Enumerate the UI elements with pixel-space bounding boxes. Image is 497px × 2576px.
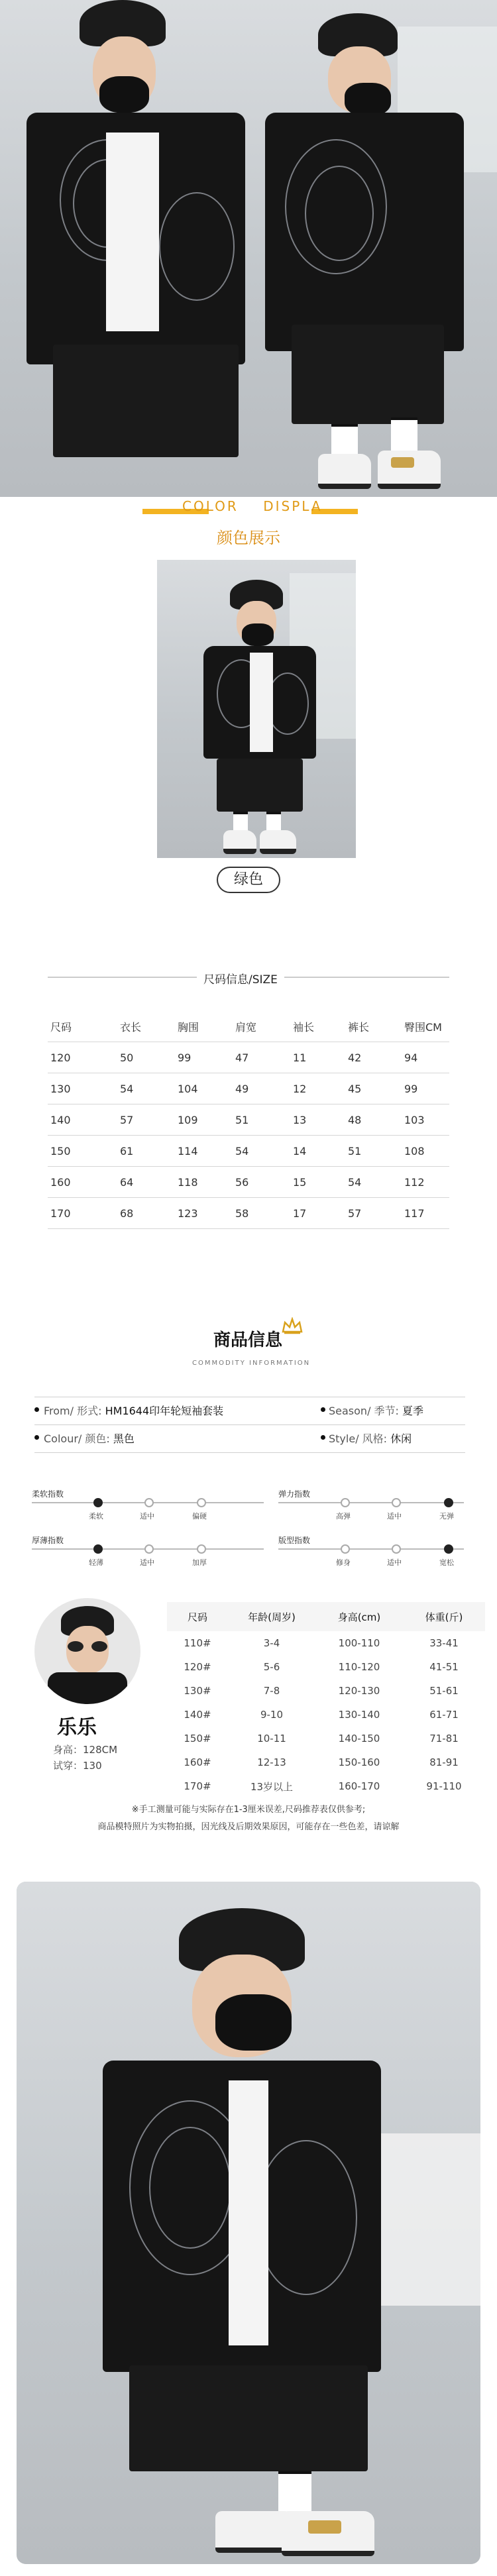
size-table — [48, 1011, 449, 1229]
table-row — [48, 1042, 449, 1073]
ref-header-cell: 体重(斤) — [403, 1602, 485, 1631]
size-cell: 12 — [293, 1082, 307, 1095]
size-cell: 14 — [293, 1144, 307, 1157]
ref-cell: 160-170 — [338, 1780, 380, 1792]
size-reference-header — [167, 1602, 485, 1631]
size-cell: 140 — [50, 1113, 71, 1126]
scale-fit-line — [278, 1548, 464, 1550]
scale-elasticity-label: 无弹 — [439, 1512, 454, 1521]
size-cell: 114 — [178, 1144, 198, 1157]
scale-thickness-label: 轻薄 — [89, 1558, 103, 1567]
ref-cell: 110-120 — [338, 1661, 380, 1673]
info-colour — [44, 1430, 135, 1446]
size-cell: 15 — [293, 1175, 307, 1189]
table-row — [167, 1727, 485, 1750]
ref-cell: 9-10 — [260, 1709, 284, 1721]
bullet-icon — [321, 1407, 325, 1412]
size-cell: 103 — [404, 1113, 425, 1126]
size-header-cell: 衣长 — [120, 1020, 142, 1034]
scale-softness-option — [93, 1498, 103, 1507]
ref-cell: 33-41 — [429, 1637, 459, 1649]
info-colour-value: 黑色 — [113, 1432, 135, 1445]
info-from-key: From/ 形式: — [44, 1405, 102, 1417]
bullet-icon — [321, 1435, 325, 1440]
scale-elasticity-label: 高弹 — [336, 1512, 351, 1521]
ref-cell: 51-61 — [429, 1685, 459, 1697]
size-cell: 45 — [348, 1082, 362, 1095]
info-style-value: 休闲 — [390, 1432, 412, 1445]
ref-cell: 110# — [184, 1637, 211, 1649]
size-cell: 123 — [178, 1207, 198, 1220]
size-header-cell: 胸围 — [178, 1020, 199, 1034]
size-header-cell: 臀围CM — [404, 1020, 442, 1034]
color-disclaimer: 商品模特照片为实物拍摄，因光线及后期效果原因，可能存在一些色差，请谅解 — [97, 1822, 400, 1832]
scale-thickness-option — [197, 1544, 206, 1554]
size-cell: 150 — [50, 1144, 71, 1157]
size-cell: 130 — [50, 1082, 71, 1095]
ref-cell: 130-140 — [338, 1709, 380, 1721]
size-cell: 61 — [120, 1144, 134, 1157]
size-header-cell: 尺码 — [50, 1020, 72, 1034]
scale-softness-label: 偏硬 — [192, 1512, 207, 1521]
size-cell: 50 — [120, 1051, 134, 1064]
scale-softness-label: 柔软 — [89, 1512, 103, 1521]
table-row — [167, 1750, 485, 1774]
size-cell: 94 — [404, 1051, 418, 1064]
size-cell: 160 — [50, 1175, 71, 1189]
scale-elasticity-line — [278, 1502, 464, 1503]
info-from — [44, 1403, 223, 1418]
size-cell: 57 — [348, 1207, 362, 1220]
scale-thickness-label: 加厚 — [192, 1558, 207, 1567]
ref-cell: 140# — [184, 1709, 211, 1721]
scale-elasticity-option — [341, 1498, 350, 1507]
info-colour-key: Colour/ 颜色: — [44, 1432, 110, 1445]
bullet-icon — [34, 1435, 39, 1440]
model-figure-right — [245, 0, 497, 497]
size-cell: 48 — [348, 1113, 362, 1126]
size-reference-table — [167, 1602, 485, 1798]
info-style — [329, 1430, 412, 1446]
ref-cell: 13岁以上 — [250, 1780, 294, 1793]
table-row — [48, 1136, 449, 1167]
bullet-icon — [34, 1407, 39, 1412]
size-cell: 51 — [348, 1144, 362, 1157]
size-cell: 56 — [235, 1175, 249, 1189]
scale-fit-label: 修身 — [336, 1558, 351, 1567]
ref-cell: 130# — [184, 1685, 211, 1697]
ref-cell: 41-51 — [429, 1661, 459, 1673]
product-info-title: 商品信息 — [213, 1330, 283, 1350]
ref-cell: 120# — [184, 1661, 211, 1673]
hero-photo — [0, 0, 497, 497]
size-cell: 109 — [178, 1113, 198, 1126]
info-from-value: HM1644印年轮短袖套装 — [105, 1405, 224, 1417]
scale-elasticity-title: 弹力指数 — [278, 1489, 311, 1499]
ref-cell: 100-110 — [338, 1637, 380, 1649]
size-title: 尺码信息/SIZE — [197, 970, 284, 987]
size-cell: 170 — [50, 1207, 71, 1220]
scale-elasticity-option — [444, 1498, 453, 1507]
size-cell: 11 — [293, 1051, 307, 1064]
scale-softness-title: 柔软指数 — [32, 1489, 64, 1499]
ref-cell: 81-91 — [429, 1756, 459, 1768]
size-cell: 104 — [178, 1082, 198, 1095]
size-cell: 54 — [235, 1144, 249, 1157]
color-title-cn: 颜色展示 — [217, 529, 280, 547]
size-cell: 57 — [120, 1113, 134, 1126]
size-cell: 54 — [348, 1175, 362, 1189]
crown-icon — [281, 1317, 304, 1334]
table-row — [48, 1167, 449, 1198]
scale-fit-label: 宽松 — [439, 1558, 454, 1567]
color-title-en: COLOR DISPLA — [182, 498, 323, 514]
color-option-green[interactable]: 绿色 — [217, 867, 280, 893]
model-figure-left — [0, 0, 252, 497]
scale-thickness-title: 厚薄指数 — [32, 1536, 64, 1545]
info-divider — [34, 1452, 465, 1453]
size-cell: 42 — [348, 1051, 362, 1064]
size-header-cell: 裤长 — [348, 1020, 370, 1034]
ref-header-cell: 身高(cm) — [315, 1602, 403, 1631]
size-cell: 54 — [120, 1082, 134, 1095]
ref-cell: 140-150 — [338, 1733, 380, 1744]
ref-cell: 150# — [184, 1733, 211, 1744]
size-cell: 47 — [235, 1051, 249, 1064]
table-row — [48, 1073, 449, 1104]
ref-cell: 12-13 — [257, 1756, 286, 1768]
size-cell: 108 — [404, 1144, 425, 1157]
size-cell: 49 — [235, 1082, 249, 1095]
size-note: ※手工测量可能与实际存在1-3厘米误差,尺码推荐表仅供参考; — [131, 1805, 366, 1815]
ref-cell: 91-110 — [426, 1780, 462, 1792]
ref-cell: 170# — [184, 1780, 211, 1792]
scale-fit-option — [392, 1544, 401, 1554]
scale-softness-option — [144, 1498, 154, 1507]
table-row — [167, 1774, 485, 1798]
table-row — [167, 1679, 485, 1703]
size-cell: 112 — [404, 1175, 425, 1189]
detail-photo — [17, 1882, 480, 2564]
table-row — [48, 1198, 449, 1229]
table-row — [167, 1703, 485, 1727]
ref-header-cell: 年龄(周岁) — [228, 1602, 315, 1631]
scale-fit-label: 适中 — [387, 1558, 402, 1567]
scale-softness-label: 适中 — [140, 1512, 154, 1521]
model-trial-size: 试穿：130 — [53, 1760, 102, 1772]
color-swatch-photo[interactable] — [157, 560, 356, 858]
info-divider — [34, 1424, 465, 1425]
scale-elasticity-label: 适中 — [387, 1512, 402, 1521]
scale-softness-option — [197, 1498, 206, 1507]
scale-elasticity-option — [392, 1498, 401, 1507]
ref-cell: 160# — [184, 1756, 211, 1768]
model-name: 乐乐 — [57, 1716, 97, 1739]
size-table-header — [48, 1011, 449, 1042]
ref-cell: 3-4 — [263, 1637, 280, 1649]
size-cell: 120 — [50, 1051, 71, 1064]
scale-thickness-option — [144, 1544, 154, 1554]
model-height: 身高：128CM — [53, 1744, 118, 1756]
size-cell: 17 — [293, 1207, 307, 1220]
size-header-cell: 袖长 — [293, 1020, 315, 1034]
size-cell: 117 — [404, 1207, 425, 1220]
size-cell: 68 — [120, 1207, 134, 1220]
size-cell: 99 — [178, 1051, 192, 1064]
ref-cell: 120-130 — [338, 1685, 380, 1697]
size-cell: 118 — [178, 1175, 198, 1189]
ref-cell: 7-8 — [263, 1685, 280, 1697]
size-cell: 64 — [120, 1175, 134, 1189]
size-header-cell: 肩宽 — [235, 1020, 257, 1034]
table-row — [167, 1655, 485, 1679]
size-cell: 58 — [235, 1207, 249, 1220]
size-cell: 99 — [404, 1082, 418, 1095]
ref-cell: 5-6 — [263, 1661, 280, 1673]
ref-header-cell: 尺码 — [167, 1602, 228, 1631]
table-row — [167, 1631, 485, 1655]
scale-thickness-option — [93, 1544, 103, 1554]
info-season-key: Season/ 季节: — [329, 1405, 399, 1417]
ref-cell: 150-160 — [338, 1756, 380, 1768]
info-season-value: 夏季 — [402, 1405, 424, 1417]
scale-fit-option — [341, 1544, 350, 1554]
table-row — [48, 1104, 449, 1136]
size-cell: 51 — [235, 1113, 249, 1126]
scale-fit-title: 版型指数 — [278, 1536, 311, 1545]
size-cell: 13 — [293, 1113, 307, 1126]
info-style-key: Style/ 风格: — [329, 1432, 388, 1445]
ref-cell: 61-71 — [429, 1709, 459, 1721]
product-info-subtitle: COMMODITY INFORMATION — [192, 1360, 311, 1367]
scale-fit-option — [444, 1544, 453, 1554]
info-season — [329, 1403, 423, 1418]
ref-cell: 71-81 — [429, 1733, 459, 1744]
scale-thickness-label: 适中 — [140, 1558, 154, 1567]
ref-cell: 10-11 — [257, 1733, 286, 1744]
avatar — [34, 1598, 140, 1704]
